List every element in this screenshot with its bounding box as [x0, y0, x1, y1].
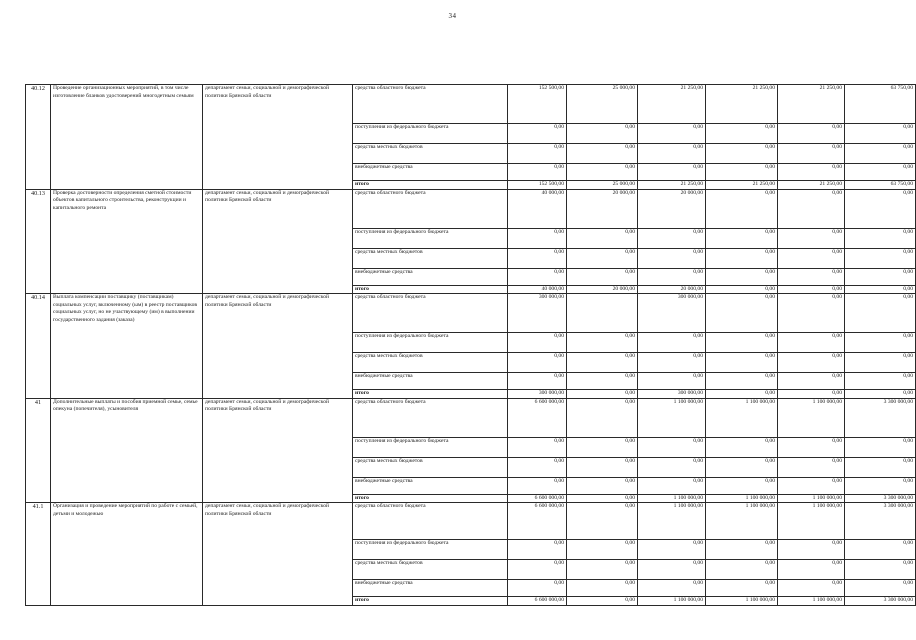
value-year-5: 0,00	[845, 390, 916, 399]
source-extrabudgetary: внебюджетные средства	[353, 373, 508, 390]
item-name: Организация и проведение мероприятий по работе с семьей, детьми и молодежью	[51, 503, 203, 606]
value-year-5: 0,00	[845, 164, 916, 181]
value-year-4: 0,00	[778, 294, 845, 333]
value-year-4: 1 100 000,00	[778, 494, 845, 503]
value-year-4: 1 100 000,00	[778, 398, 845, 437]
value-total: 0,00	[508, 477, 567, 494]
value-year-1: 0,00	[567, 353, 638, 373]
value-year-5: 0,00	[845, 560, 916, 580]
item-name: Проведение организационных мероприятий, в том числе изготовление бланков удостоверений многодетным семьям	[51, 85, 203, 190]
value-year-5: 0,00	[845, 580, 916, 597]
source-extrabudgetary: внебюджетные средства	[353, 268, 508, 285]
value-year-4: 1 100 000,00	[778, 597, 845, 606]
source-extrabudgetary: внебюджетные средства	[353, 164, 508, 181]
value-year-5: 63 750,00	[845, 85, 916, 124]
value-year-5: 0,00	[845, 373, 916, 390]
value-total: 6 600 000,00	[508, 494, 567, 503]
value-year-5: 0,00	[845, 540, 916, 560]
value-year-2: 300 000,00	[638, 294, 706, 333]
value-total: 0,00	[508, 373, 567, 390]
source-federal-budget: поступления из федерального бюджета	[353, 333, 508, 353]
value-year-2: 0,00	[638, 144, 706, 164]
value-total: 0,00	[508, 437, 567, 457]
value-year-1: 0,00	[567, 390, 638, 399]
value-year-3: 0,00	[706, 390, 778, 399]
value-total: 0,00	[508, 124, 567, 144]
value-year-2: 0,00	[638, 477, 706, 494]
value-year-5: 3 300 000,00	[845, 494, 916, 503]
value-year-2: 0,00	[638, 333, 706, 353]
value-total: 152 500,00	[508, 181, 567, 190]
value-total: 40 000,00	[508, 189, 567, 228]
value-year-2: 21 250,00	[638, 181, 706, 190]
value-total: 0,00	[508, 144, 567, 164]
value-total: 0,00	[508, 353, 567, 373]
value-year-3: 1 100 000,00	[706, 503, 778, 540]
value-year-3: 0,00	[706, 580, 778, 597]
item-name: Выплата компенсации поставщику (поставщикам) социальных услуг, включенному (ым) в реестр поставщиков социальных услуг, но не участвующему (им) в выполнении государственного задания (заказа)	[51, 294, 203, 399]
value-year-5: 0,00	[845, 189, 916, 228]
source-regional-budget: средства областного бюджета	[353, 398, 508, 437]
source-regional-budget: средства областного бюджета	[353, 85, 508, 124]
value-year-2: 20 000,00	[638, 189, 706, 228]
value-year-3: 0,00	[706, 248, 778, 268]
value-year-2: 0,00	[638, 373, 706, 390]
value-year-5: 0,00	[845, 294, 916, 333]
value-year-5: 0,00	[845, 333, 916, 353]
value-year-4: 0,00	[778, 228, 845, 248]
value-year-5: 0,00	[845, 457, 916, 477]
value-year-3: 1 100 000,00	[706, 398, 778, 437]
source-federal-budget: поступления из федерального бюджета	[353, 124, 508, 144]
table-row	[26, 294, 916, 333]
value-total: 6 600 000,00	[508, 597, 567, 606]
value-year-5: 3 300 000,00	[845, 398, 916, 437]
item-executor: департамент семьи, социальной и демографической политики Брянской области	[203, 503, 353, 606]
value-year-4: 0,00	[778, 373, 845, 390]
source-local-budgets: средства местных бюджетов	[353, 144, 508, 164]
value-year-2: 0,00	[638, 268, 706, 285]
value-year-5: 3 300 000,00	[845, 597, 916, 606]
value-total: 0,00	[508, 333, 567, 353]
value-total: 6 600 000,00	[508, 503, 567, 540]
item-number: 40.13	[26, 189, 51, 294]
value-year-1: 0,00	[567, 373, 638, 390]
value-year-3: 0,00	[706, 333, 778, 353]
source-extrabudgetary: внебюджетные средства	[353, 580, 508, 597]
value-year-4: 0,00	[778, 353, 845, 373]
value-year-5: 3 300 000,00	[845, 503, 916, 540]
value-year-1: 0,00	[567, 597, 638, 606]
value-year-3: 1 100 000,00	[706, 597, 778, 606]
value-year-1: 0,00	[567, 457, 638, 477]
value-year-1: 20 000,00	[567, 189, 638, 228]
value-total: 0,00	[508, 228, 567, 248]
value-year-2: 0,00	[638, 228, 706, 248]
value-year-4: 0,00	[778, 437, 845, 457]
value-year-4: 21 250,00	[778, 181, 845, 190]
value-year-4: 0,00	[778, 124, 845, 144]
value-year-1: 0,00	[567, 228, 638, 248]
value-year-2: 1 100 000,00	[638, 503, 706, 540]
source-federal-budget: поступления из федерального бюджета	[353, 540, 508, 560]
value-year-5: 0,00	[845, 228, 916, 248]
value-year-1: 20 000,00	[567, 285, 638, 294]
value-year-4: 0,00	[778, 248, 845, 268]
value-year-3: 0,00	[706, 540, 778, 560]
source-regional-budget: средства областного бюджета	[353, 294, 508, 333]
value-year-2: 21 250,00	[638, 85, 706, 124]
value-year-5: 63 750,00	[845, 181, 916, 190]
value-year-3: 0,00	[706, 373, 778, 390]
value-total: 40 000,00	[508, 285, 567, 294]
value-year-1	[567, 294, 638, 333]
value-year-1: 0,00	[567, 333, 638, 353]
item-executor: департамент семьи, социальной и демографической политики Брянской области	[203, 85, 353, 190]
value-year-1: 0,00	[567, 540, 638, 560]
source-local-budgets: средства местных бюджетов	[353, 560, 508, 580]
table-row	[26, 398, 916, 437]
value-year-4: 1 100 000,00	[778, 503, 845, 540]
budget-table	[25, 84, 916, 606]
value-year-5: 0,00	[845, 144, 916, 164]
source-total: итого	[353, 181, 508, 190]
item-executor: департамент семьи, социальной и демографической политики Брянской области	[203, 189, 353, 294]
value-year-4: 0,00	[778, 457, 845, 477]
value-total: 0,00	[508, 560, 567, 580]
value-year-1: 0,00	[567, 477, 638, 494]
value-year-3: 0,00	[706, 124, 778, 144]
value-year-1: 0,00	[567, 580, 638, 597]
value-year-3: 0,00	[706, 164, 778, 181]
value-year-2: 0,00	[638, 353, 706, 373]
value-year-3: 0,00	[706, 477, 778, 494]
source-federal-budget: поступления из федерального бюджета	[353, 437, 508, 457]
value-year-4: 0,00	[778, 164, 845, 181]
value-year-1: 0,00	[567, 398, 638, 437]
source-regional-budget: средства областного бюджета	[353, 189, 508, 228]
value-year-3: 0,00	[706, 285, 778, 294]
source-federal-budget: поступления из федерального бюджета	[353, 228, 508, 248]
value-year-4: 0,00	[778, 144, 845, 164]
value-year-5: 0,00	[845, 268, 916, 285]
value-total: 0,00	[508, 268, 567, 285]
value-year-4: 0,00	[778, 477, 845, 494]
value-year-2: 1 100 000,00	[638, 597, 706, 606]
value-year-4: 0,00	[778, 189, 845, 228]
value-year-4: 0,00	[778, 580, 845, 597]
table-row	[26, 189, 916, 228]
value-year-5: 0,00	[845, 124, 916, 144]
value-year-1: 0,00	[567, 560, 638, 580]
value-year-1: 0,00	[567, 494, 638, 503]
value-year-3: 0,00	[706, 144, 778, 164]
item-number: 40.12	[26, 85, 51, 190]
value-year-4: 0,00	[778, 285, 845, 294]
item-number: 41.1	[26, 503, 51, 606]
value-year-1: 0,00	[567, 437, 638, 457]
source-total: итого	[353, 390, 508, 399]
value-year-5: 0,00	[845, 477, 916, 494]
value-year-4: 0,00	[778, 540, 845, 560]
source-local-budgets: средства местных бюджетов	[353, 457, 508, 477]
value-total: 0,00	[508, 580, 567, 597]
value-year-4: 0,00	[778, 390, 845, 399]
page-number: 34	[448, 12, 457, 20]
value-total: 300 000,00	[508, 294, 567, 333]
value-year-3: 0,00	[706, 189, 778, 228]
source-total: итого	[353, 597, 508, 606]
value-year-2: 1 100 000,00	[638, 398, 706, 437]
value-year-1: 25 000,00	[567, 85, 638, 124]
value-year-2: 0,00	[638, 437, 706, 457]
table-row	[26, 85, 916, 124]
source-local-budgets: средства местных бюджетов	[353, 353, 508, 373]
item-executor: департамент семьи, социальной и демографической политики Брянской области	[203, 398, 353, 503]
value-year-2: 0,00	[638, 540, 706, 560]
item-name: Проверка достоверности определения сметной стоимости объектов капитального строительства, реконструкции и капитального ремонта	[51, 189, 203, 294]
value-year-2: 0,00	[638, 457, 706, 477]
value-year-3: 0,00	[706, 228, 778, 248]
value-year-2: 300 000,00	[638, 390, 706, 399]
value-year-3: 0,00	[706, 560, 778, 580]
value-year-3: 21 250,00	[706, 181, 778, 190]
value-year-3: 21 250,00	[706, 85, 778, 124]
value-year-5: 0,00	[845, 248, 916, 268]
value-total: 300 000,00	[508, 390, 567, 399]
value-year-4: 0,00	[778, 333, 845, 353]
value-year-4: 0,00	[778, 560, 845, 580]
value-year-1: 25 000,00	[567, 181, 638, 190]
source-total: итого	[353, 285, 508, 294]
value-year-1: 0,00	[567, 268, 638, 285]
value-year-2: 1 100 000,00	[638, 494, 706, 503]
value-year-5: 0,00	[845, 437, 916, 457]
value-year-1: 0,00	[567, 144, 638, 164]
source-regional-budget: средства областного бюджета	[353, 503, 508, 540]
value-year-4: 0,00	[778, 268, 845, 285]
value-year-2: 0,00	[638, 560, 706, 580]
source-local-budgets: средства местных бюджетов	[353, 248, 508, 268]
value-year-2: 0,00	[638, 164, 706, 181]
value-total: 0,00	[508, 164, 567, 181]
value-total: 0,00	[508, 248, 567, 268]
item-name: Дополнительные выплаты и пособия приемной семье, семье опекуна (попечителя), усыновителя	[51, 398, 203, 503]
value-year-3: 0,00	[706, 268, 778, 285]
source-extrabudgetary: внебюджетные средства	[353, 477, 508, 494]
table-body	[26, 85, 916, 606]
value-year-3: 0,00	[706, 353, 778, 373]
value-year-2: 20 000,00	[638, 285, 706, 294]
value-year-5: 0,00	[845, 285, 916, 294]
value-total: 0,00	[508, 540, 567, 560]
value-year-3: 0,00	[706, 457, 778, 477]
value-year-4: 21 250,00	[778, 85, 845, 124]
value-year-1: 0,00	[567, 248, 638, 268]
value-year-1: 0,00	[567, 503, 638, 540]
table-row	[26, 503, 916, 540]
item-number: 40.14	[26, 294, 51, 399]
value-year-1: 0,00	[567, 164, 638, 181]
value-total: 6 600 000,00	[508, 398, 567, 437]
value-total: 152 500,00	[508, 85, 567, 124]
value-year-2: 0,00	[638, 248, 706, 268]
value-year-2: 0,00	[638, 124, 706, 144]
value-year-3: 0,00	[706, 437, 778, 457]
source-total: итого	[353, 494, 508, 503]
value-year-3: 1 100 000,00	[706, 494, 778, 503]
item-number: 41	[26, 398, 51, 503]
item-executor: департамент семьи, социальной и демографической политики Брянской области	[203, 294, 353, 399]
value-year-1: 0,00	[567, 124, 638, 144]
value-year-5: 0,00	[845, 353, 916, 373]
value-year-2: 0,00	[638, 580, 706, 597]
value-year-3: 0,00	[706, 294, 778, 333]
value-total: 0,00	[508, 457, 567, 477]
